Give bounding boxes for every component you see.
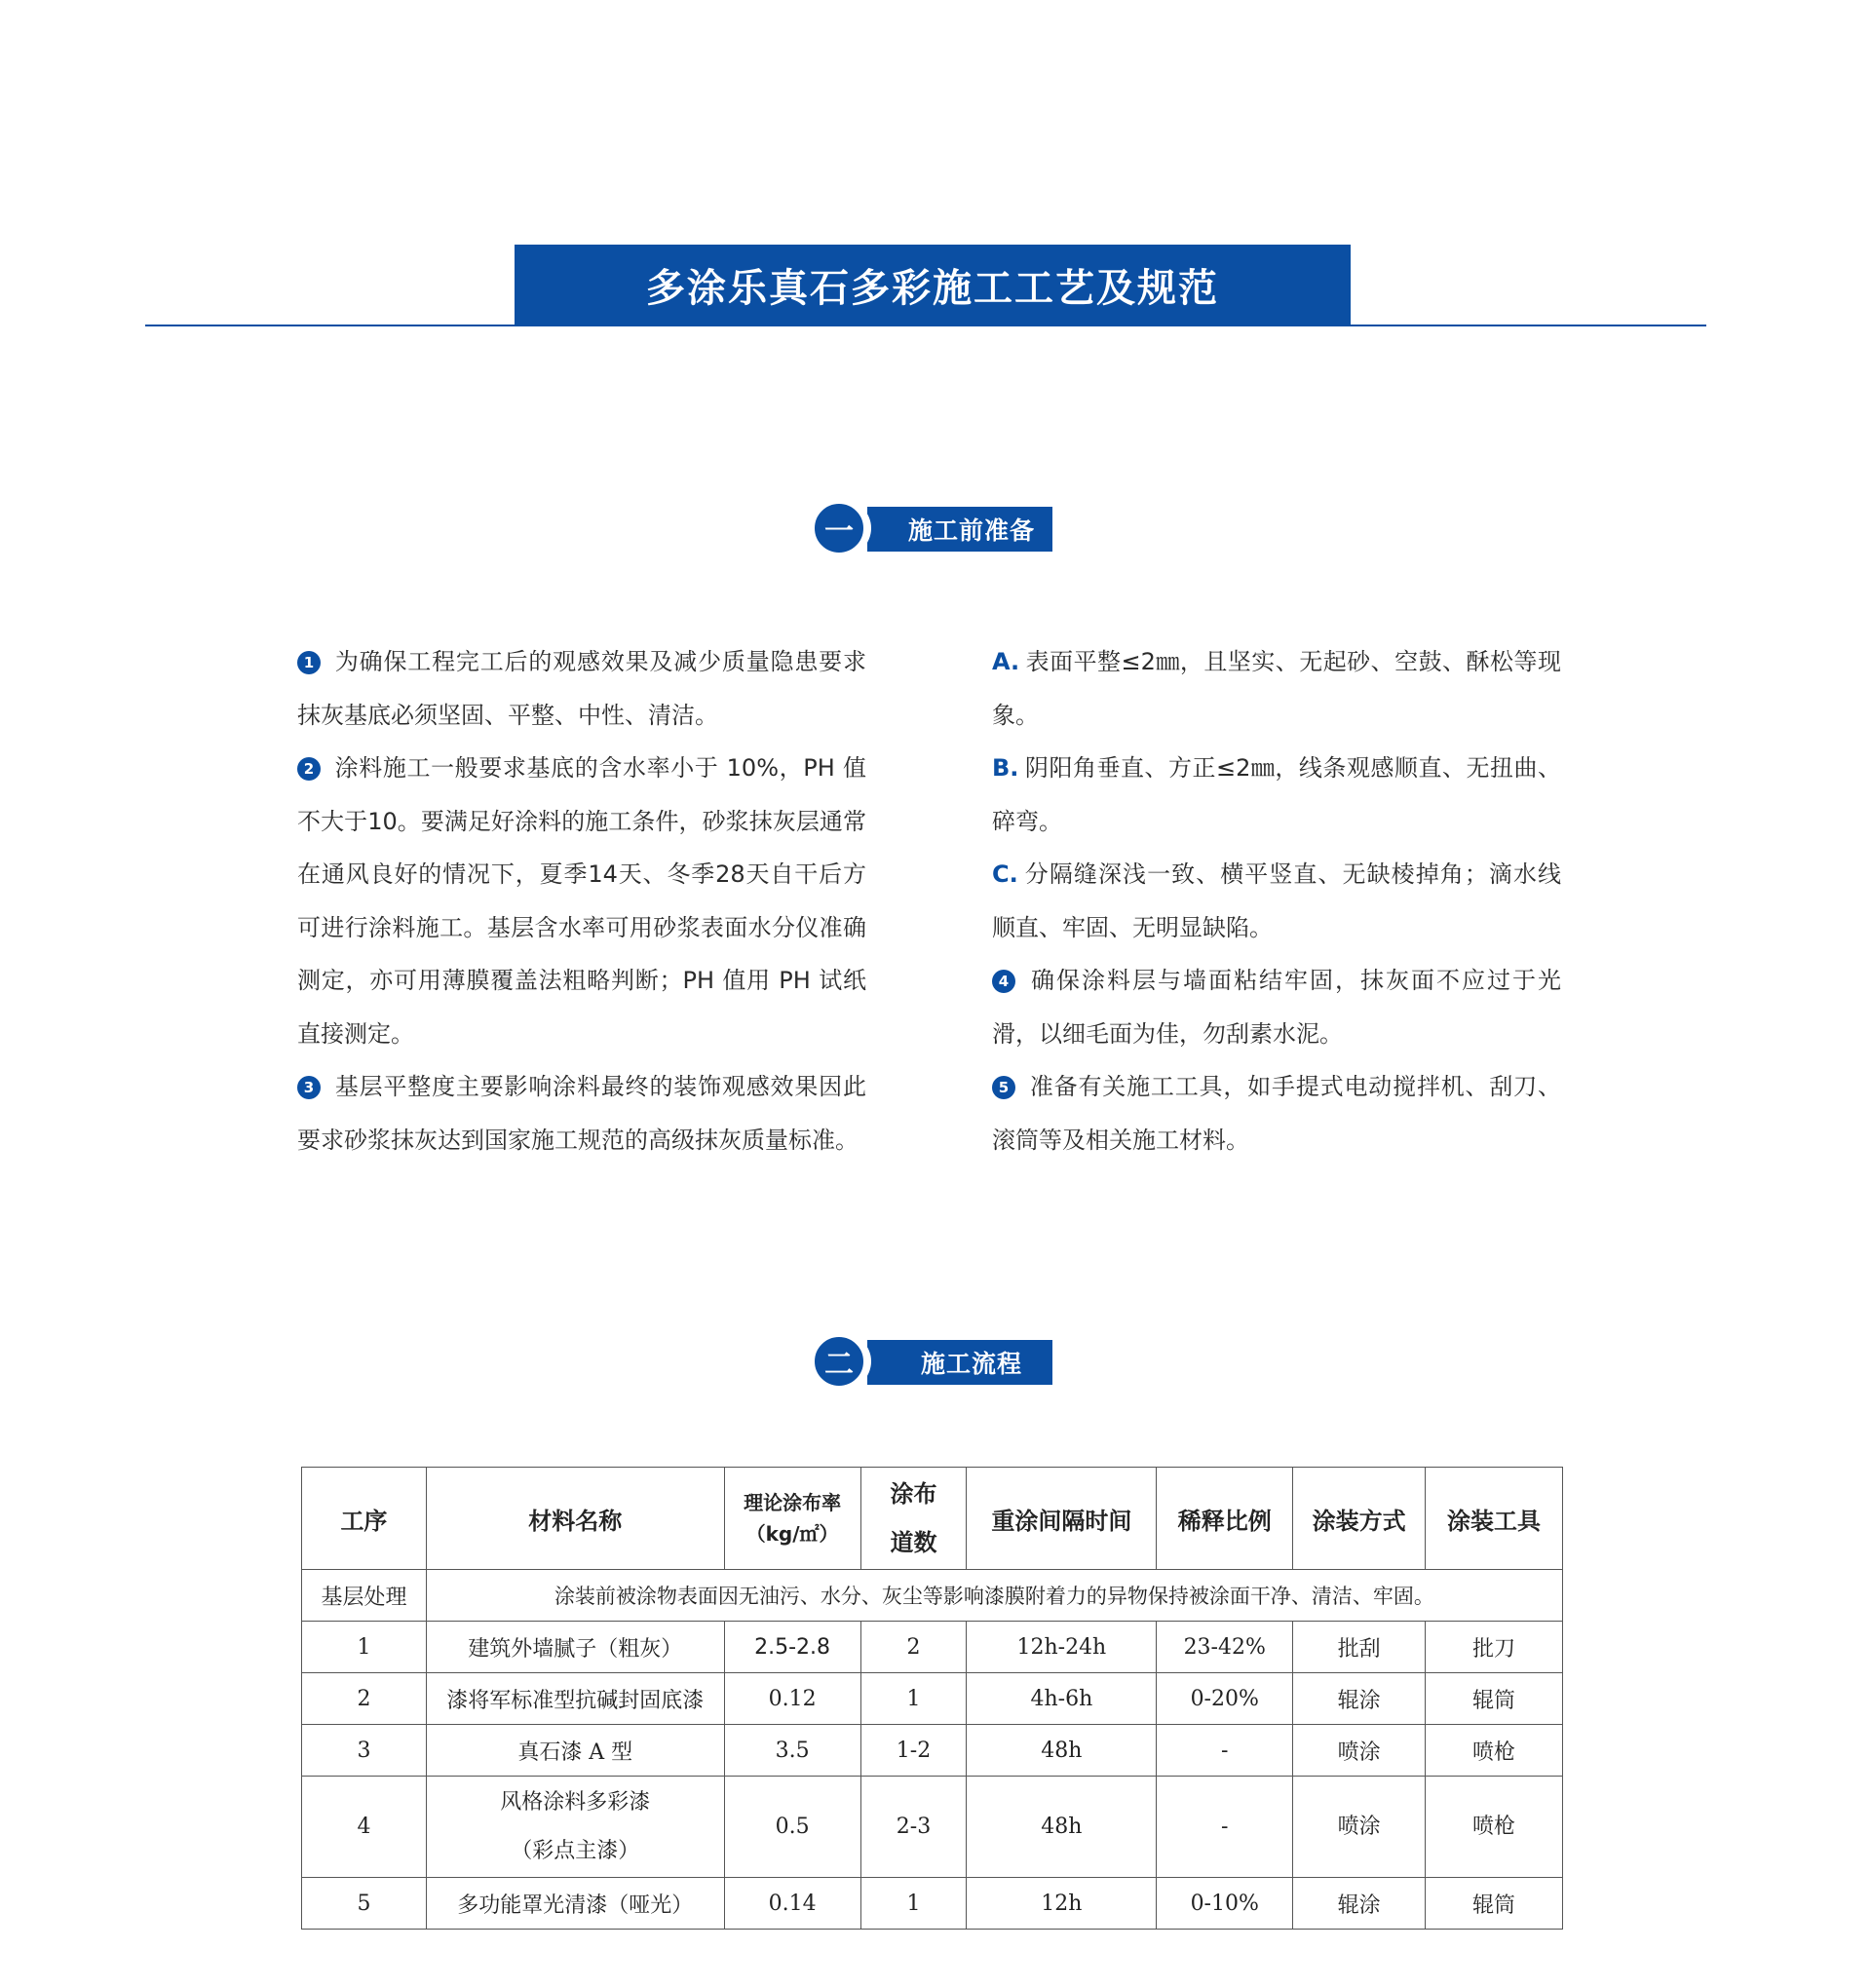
header-step: 工序 bbox=[302, 1468, 427, 1570]
paragraph-text: 阴阳角垂直、方正≤2㎜，线条观感顺直、无扭曲、碎弯。 bbox=[992, 754, 1561, 835]
cell-dilution: 23-42% bbox=[1157, 1622, 1293, 1673]
section-header-preparation bbox=[811, 503, 1052, 552]
cell-rate: 0.12 bbox=[724, 1673, 860, 1725]
list-item bbox=[992, 954, 1561, 1060]
cell-material: 漆将军标准型抗碱封固底漆 bbox=[426, 1673, 724, 1725]
header-line: 理论涂布率 bbox=[744, 1491, 842, 1514]
cell-material bbox=[426, 1777, 724, 1878]
cell-coats: 1 bbox=[860, 1878, 967, 1930]
cell-step: 基层处理 bbox=[302, 1570, 427, 1622]
preparation-left-column bbox=[297, 635, 866, 1166]
header-tool: 涂装工具 bbox=[1426, 1468, 1563, 1570]
section-label: 施工前准备 bbox=[867, 507, 1052, 552]
cell-material: 多功能罩光清漆（哑光） bbox=[426, 1878, 724, 1930]
paragraph-text: 准备有关施工工具，如手提式电动搅拌机、刮刀、滚筒等及相关施工材料。 bbox=[992, 1073, 1561, 1154]
cell-material: 建筑外墙腻子（粗灰） bbox=[426, 1622, 724, 1673]
list-item bbox=[992, 742, 1561, 848]
header-material: 材料名称 bbox=[426, 1468, 724, 1570]
paragraph-text: 涂料施工一般要求基底的含水率小于 10%，PH 值不大于10。要满足好涂料的施工条件，砂浆抹灰层通常在通风良好的情况下，夏季14天、冬季28天自干后方可进行涂料施工。基层含水率可用砂浆表面水分仪准确测定，亦可用薄膜覆盖法粗略判断；PH 值用 PH 试纸直接测定。 bbox=[297, 754, 866, 1048]
cell-interval: 48h bbox=[967, 1725, 1157, 1777]
number-badge: 4 bbox=[992, 970, 1015, 993]
header-dilution: 稀释比例 bbox=[1157, 1468, 1293, 1570]
cell-method: 喷涂 bbox=[1293, 1725, 1426, 1777]
cell-tool: 喷枪 bbox=[1426, 1725, 1563, 1777]
cell-tool: 喷枪 bbox=[1426, 1777, 1563, 1878]
cell-rate: 0.5 bbox=[724, 1777, 860, 1878]
table-row bbox=[302, 1725, 1563, 1777]
cell-interval: 48h bbox=[967, 1777, 1157, 1878]
section-number-badge: 二 bbox=[811, 1333, 867, 1390]
cell-step: 3 bbox=[302, 1725, 427, 1777]
list-item bbox=[992, 848, 1561, 954]
cell-rate: 0.14 bbox=[724, 1878, 860, 1930]
cell-method: 喷涂 bbox=[1293, 1777, 1426, 1878]
cell-interval: 12h-24h bbox=[967, 1622, 1157, 1673]
cell-tool: 批刀 bbox=[1426, 1622, 1563, 1673]
cell-dilution: - bbox=[1157, 1725, 1293, 1777]
cell-tool: 辊筒 bbox=[1426, 1673, 1563, 1725]
cell-step: 1 bbox=[302, 1622, 427, 1673]
header-line: （kg/㎡） bbox=[745, 1522, 839, 1546]
list-item bbox=[297, 742, 866, 1060]
cell-dilution: - bbox=[1157, 1777, 1293, 1878]
table-row bbox=[302, 1673, 1563, 1725]
cell-dilution: 0-20% bbox=[1157, 1673, 1293, 1725]
list-item bbox=[992, 1060, 1561, 1166]
item-letter: B. bbox=[992, 754, 1019, 782]
header-coats bbox=[860, 1468, 967, 1570]
cell-method: 批刮 bbox=[1293, 1622, 1426, 1673]
table-row bbox=[302, 1878, 1563, 1930]
process-table bbox=[301, 1467, 1563, 1930]
paragraph-text: 为确保工程完工后的观感效果及减少质量隐患要求抹灰基底必须坚固、平整、中性、清洁。 bbox=[297, 648, 866, 729]
item-letter: A. bbox=[992, 648, 1020, 675]
cell-step: 4 bbox=[302, 1777, 427, 1878]
list-item bbox=[297, 635, 866, 742]
cell-coats: 1 bbox=[860, 1673, 967, 1725]
table-header-row bbox=[302, 1468, 1563, 1570]
paragraph-text: 表面平整≤2㎜，且坚实、无起砂、空鼓、酥松等现象。 bbox=[992, 648, 1561, 729]
cell-interval: 12h bbox=[967, 1878, 1157, 1930]
header-recoat-interval: 重涂间隔时间 bbox=[967, 1468, 1157, 1570]
preparation-right-column bbox=[992, 635, 1561, 1166]
header-line: 涂布 bbox=[890, 1480, 937, 1508]
cell-note: 涂装前被涂物表面因无油污、水分、灰尘等影响漆膜附着力的异物保持被涂面干净、清洁、牢固。 bbox=[426, 1570, 1562, 1622]
table-row bbox=[302, 1777, 1563, 1878]
cell-rate: 2.5-2.8 bbox=[724, 1622, 860, 1673]
cell-method: 辊涂 bbox=[1293, 1878, 1426, 1930]
cell-coats: 2-3 bbox=[860, 1777, 967, 1878]
cell-tool: 辊筒 bbox=[1426, 1878, 1563, 1930]
section-label: 施工流程 bbox=[867, 1340, 1052, 1385]
cell-coats: 1-2 bbox=[860, 1725, 967, 1777]
page-title: 多涂乐真石多彩施工工艺及规范 bbox=[515, 245, 1351, 325]
material-line: 风格涂料多彩漆 bbox=[500, 1789, 651, 1815]
cell-rate: 3.5 bbox=[724, 1725, 860, 1777]
table-row bbox=[302, 1570, 1563, 1622]
number-badge: 2 bbox=[297, 757, 321, 781]
cell-coats: 2 bbox=[860, 1622, 967, 1673]
section-number-badge: 一 bbox=[811, 500, 867, 556]
list-item bbox=[297, 1060, 866, 1166]
number-badge: 3 bbox=[297, 1076, 321, 1099]
cell-method: 辊涂 bbox=[1293, 1673, 1426, 1725]
cell-dilution: 0-10% bbox=[1157, 1878, 1293, 1930]
paragraph-text: 基层平整度主要影响涂料最终的装饰观感效果因此要求砂浆抹灰达到国家施工规范的高级抹灰质量标准。 bbox=[297, 1073, 866, 1154]
cell-step: 2 bbox=[302, 1673, 427, 1725]
paragraph-text: 确保涂料层与墙面粘结牢固，抹灰面不应过于光滑，以细毛面为佳，勿刮素水泥。 bbox=[992, 967, 1561, 1048]
cell-step: 5 bbox=[302, 1878, 427, 1930]
item-letter: C. bbox=[992, 860, 1018, 888]
header-line: 道数 bbox=[890, 1529, 937, 1556]
number-badge: 5 bbox=[992, 1076, 1015, 1099]
table-row bbox=[302, 1622, 1563, 1673]
paragraph-text: 分隔缝深浅一致、横平竖直、无缺棱掉角；滴水线顺直、牢固、无明显缺陷。 bbox=[992, 860, 1561, 941]
material-line: （彩点主漆） bbox=[511, 1838, 640, 1863]
section-header-process bbox=[811, 1336, 1052, 1385]
list-item bbox=[992, 635, 1561, 742]
number-badge: 1 bbox=[297, 651, 321, 674]
cell-material: 真石漆 A 型 bbox=[426, 1725, 724, 1777]
header-coverage-rate bbox=[724, 1468, 860, 1570]
header-method: 涂装方式 bbox=[1293, 1468, 1426, 1570]
cell-interval: 4h-6h bbox=[967, 1673, 1157, 1725]
